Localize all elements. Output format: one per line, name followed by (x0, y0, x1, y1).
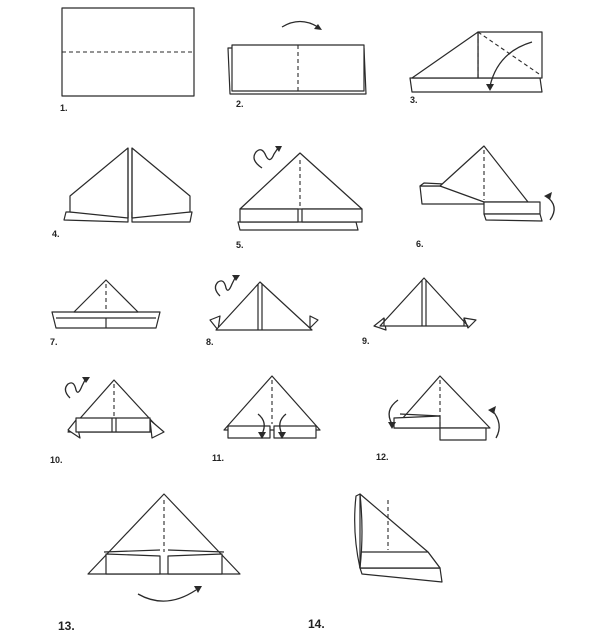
step-13-label: 13. (58, 619, 75, 633)
step-11-label: 11. (212, 453, 225, 463)
step-1-diagram (62, 8, 194, 96)
step-4-diagram (64, 148, 192, 222)
step-12-diagram (388, 376, 499, 440)
step-2-diagram (228, 22, 366, 95)
step-6-label: 6. (416, 239, 424, 249)
step-8-diagram (210, 275, 318, 330)
step-3-label: 3. (410, 95, 418, 105)
step-14-label: 14. (308, 617, 325, 631)
step-3-diagram (410, 32, 542, 92)
step-14-diagram (355, 494, 442, 582)
step-5-label: 5. (236, 240, 244, 250)
step-4-label: 4. (52, 229, 60, 239)
step-2-label: 2. (236, 99, 244, 109)
step-12-label: 12. (376, 452, 389, 462)
step-13-diagram (88, 494, 240, 601)
step-1-label: 1. (60, 103, 68, 113)
step-9-diagram (374, 278, 476, 330)
step-5-diagram (238, 146, 362, 230)
step-7-label: 7. (50, 337, 58, 347)
step-9-label: 9. (362, 336, 370, 346)
step-6-diagram (420, 146, 554, 221)
step-8-label: 8. (206, 337, 214, 347)
step-11-diagram (224, 376, 320, 439)
step-10-label: 10. (50, 455, 63, 465)
step-10-diagram (65, 377, 164, 438)
step-7-diagram (52, 280, 160, 328)
